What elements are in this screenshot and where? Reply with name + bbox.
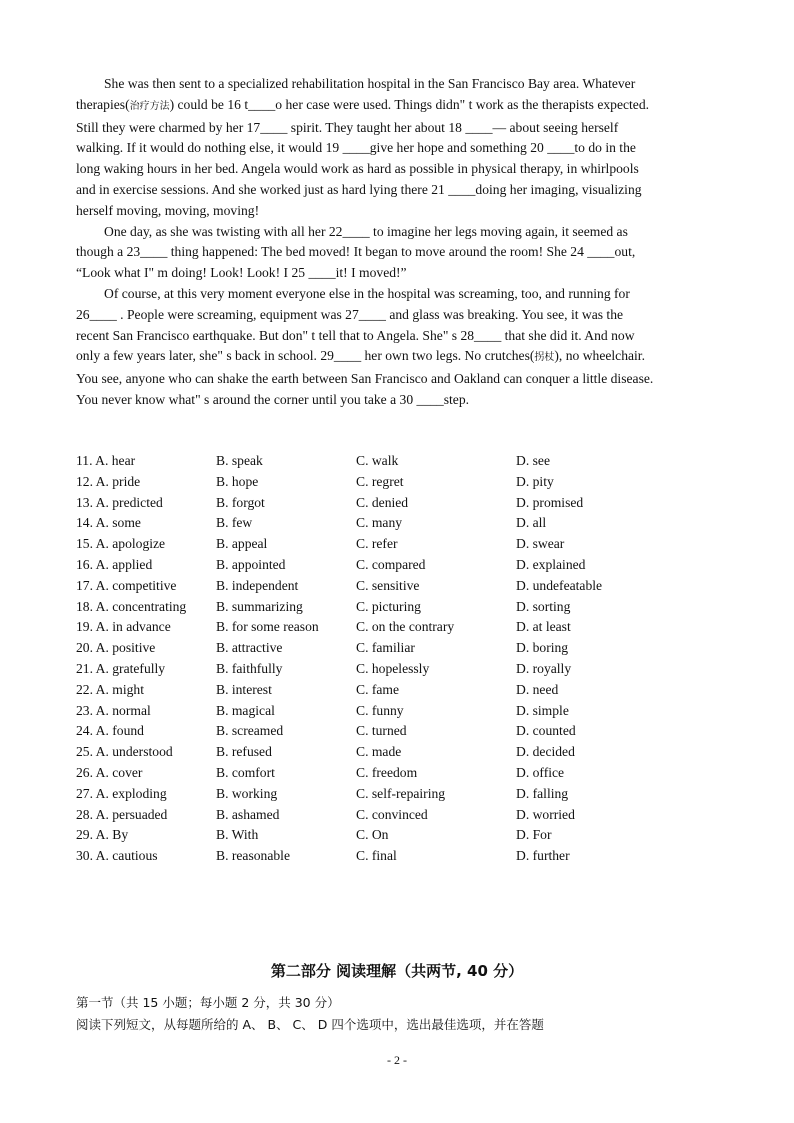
- annotation-note: 治疗方法: [129, 100, 170, 112]
- option-row: [76, 451, 696, 472]
- option-choice: B. independent: [216, 577, 299, 593]
- option-choice: D. sorting: [516, 598, 571, 614]
- option-choice: D. see: [516, 453, 550, 468]
- option-choice: B. appeal: [216, 536, 268, 552]
- instruction-text: 阅读下列短文，从每题所给的 A、 B、 C、 D 四个选项中，选出最佳选项，并在答题: [76, 1017, 544, 1032]
- option-choice: B. reasonable: [216, 848, 290, 864]
- option-choice: C. compared: [356, 556, 426, 572]
- option-row: [76, 597, 696, 618]
- part-title: 第二部分 阅读理解（共两节, 40 分）: [270, 962, 524, 980]
- option-choice: 19. A. in advance: [76, 619, 171, 635]
- option-choice: 23. A. normal: [76, 702, 151, 718]
- option-choice: B. attractive: [216, 640, 283, 656]
- option-row: [76, 617, 696, 638]
- option-choice: 12. A. pride: [76, 473, 141, 489]
- option-choice: C. final: [356, 848, 397, 864]
- option-choice: C. familiar: [356, 640, 415, 656]
- option-choice: B. summarizing: [216, 598, 303, 614]
- option-choice: 21. A. gratefully: [76, 660, 166, 676]
- option-choice: 22. A. might: [76, 681, 144, 697]
- option-choice: B. faithfully: [216, 660, 283, 676]
- option-row: [76, 846, 696, 867]
- option-row: [76, 721, 696, 742]
- option-row: [76, 701, 696, 722]
- option-choice: D. counted: [516, 723, 576, 739]
- answer-options: [76, 451, 696, 867]
- option-choice: C. self-repairing: [356, 785, 446, 801]
- option-choice: B. few: [216, 515, 253, 531]
- option-row: [76, 763, 696, 784]
- option-choice: D. promised: [516, 494, 584, 510]
- option-row: [76, 472, 696, 493]
- passage-text: Of course, at this very moment everyone else in the hospital was screaming, too, and running for 26____ . People were screaming, equipment was 27____ and glass was breaking. You see, it was the recent San Francisco earthquake. But don" t tell that to Angela. She" s 28____ that she did it. And now only a few years later, she" s back in school. 29____ her own two legs. No crutches(: [76, 285, 635, 364]
- option-choice: B. ashamed: [216, 806, 280, 822]
- option-choice: 25. A. understood: [76, 744, 173, 760]
- option-choice: B. comfort: [216, 764, 275, 780]
- option-choice: 18. A. concentrating: [76, 598, 187, 614]
- option-choice: 27. A. exploding: [76, 785, 167, 801]
- option-choice: D. falling: [516, 785, 569, 801]
- option-choice: D. royally: [516, 660, 572, 676]
- option-choice: D. undefeatable: [516, 577, 603, 593]
- option-choice: D. decided: [516, 744, 575, 760]
- passage-paragraph-3: [76, 284, 656, 411]
- option-choice: C. regret: [356, 473, 404, 489]
- option-choice: 16. A. applied: [76, 556, 153, 572]
- option-choice: C. turned: [356, 723, 407, 739]
- option-choice: B. interest: [216, 681, 272, 697]
- option-choice: C. funny: [356, 702, 404, 718]
- option-row: [76, 742, 696, 763]
- passage-text: She was then sent to a specialized rehabilitation hospital in the San Francisco Bay area. Whatever therapies(: [76, 76, 636, 112]
- option-choice: 30. A. cautious: [76, 848, 158, 864]
- option-choice: D. For: [516, 827, 552, 843]
- option-choice: B. working: [216, 785, 278, 801]
- option-choice: C. hopelessly: [356, 660, 430, 676]
- option-row: [76, 513, 696, 534]
- option-choice: C. refer: [356, 536, 398, 552]
- option-choice: 28. A. persuaded: [76, 806, 168, 822]
- option-choice: C. on the contrary: [356, 619, 455, 635]
- option-choice: B. refused: [216, 744, 272, 760]
- option-choice: 20. A. positive: [76, 640, 156, 656]
- option-choice: B. appointed: [216, 556, 286, 572]
- option-choice: D. swear: [516, 536, 565, 552]
- option-choice: D. explained: [516, 556, 586, 572]
- option-row: [76, 784, 696, 805]
- option-choice: D. pity: [516, 473, 554, 489]
- passage-paragraph-1: [76, 74, 656, 222]
- option-choice: B. for some reason: [216, 619, 319, 635]
- passage-text: ) could be 16 t____o her case were used. Things didn" t work as the therapists expected. Still they were charmed by her 17____ spirit. They taught her about 18 ____— about seeing herself walking. If it would do nothing else, it would 19 ____give her hope and something 20 ____to do in the long waking hours in her bed. Angela would work as hard as possible in physical therapy, in whirlpools and in exercise sessions. And she worked just as hard lying there 21 ____doing her imaging, visualizing herself moving, moving, moving!: [76, 96, 650, 218]
- option-choice: B. magical: [216, 702, 275, 718]
- option-row: [76, 680, 696, 701]
- option-choice: 14. A. some: [76, 515, 141, 531]
- option-row: [76, 825, 696, 846]
- option-choice: D. at least: [516, 619, 571, 635]
- cloze-passage: [76, 74, 656, 411]
- option-choice: D. further: [516, 848, 570, 864]
- option-choice: C. sensitive: [356, 577, 420, 593]
- option-choice: D. all: [516, 515, 547, 531]
- passage-paragraph-2: One day, as she was twisting with all her 22____ to imagine her legs moving again, it seemed as though a 23____ thing happened: The bed moved! It began to move around the room! She 24 ____out, “Look what I" m doing! Look! Look! I 25 ____it! I moved!”: [76, 223, 636, 281]
- section-heading: 第一节（共 15 小题；每小题 2 分，共 30 分）: [76, 995, 340, 1010]
- option-choice: D. need: [516, 681, 559, 697]
- option-choice: 15. A. apologize: [76, 536, 166, 552]
- option-row: [76, 534, 696, 555]
- option-choice: 17. A. competitive: [76, 577, 177, 593]
- option-choice: B. forgot: [216, 494, 265, 510]
- option-choice: C. picturing: [356, 598, 421, 614]
- option-choice: C. On: [356, 827, 389, 843]
- option-choice: 26. A. cover: [76, 764, 143, 780]
- option-choice: B. screamed: [216, 723, 284, 739]
- option-choice: D. office: [516, 764, 565, 780]
- option-row: [76, 576, 696, 597]
- option-row: [76, 805, 696, 826]
- passage-text: ), no wheelchair. You see, anyone who can shake the earth between San Francisco and Oakland can conquer a little disease. You never know what" s around the corner until you take a 30 ____step.: [76, 348, 654, 407]
- option-choice: D. worried: [516, 806, 575, 822]
- option-choice: 11. A. hear: [76, 453, 136, 468]
- option-row: [76, 493, 696, 514]
- option-choice: 13. A. predicted: [76, 494, 163, 510]
- option-row: [76, 659, 696, 680]
- option-choice: 29. A. By: [76, 827, 129, 843]
- option-choice: C. walk: [356, 453, 399, 468]
- option-choice: C. freedom: [356, 764, 418, 780]
- annotation-note: 拐杖: [534, 352, 555, 364]
- option-row: [76, 555, 696, 576]
- option-row: [76, 638, 696, 659]
- option-choice: D. simple: [516, 702, 569, 718]
- option-choice: D. boring: [516, 640, 569, 656]
- option-choice: C. convinced: [356, 806, 428, 822]
- option-choice: B. speak: [216, 453, 263, 468]
- option-choice: C. many: [356, 515, 403, 531]
- page-number: - 2 -: [387, 1053, 407, 1067]
- option-choice: C. fame: [356, 681, 400, 697]
- option-choice: B. With: [216, 827, 259, 843]
- option-choice: 24. A. found: [76, 723, 144, 739]
- option-choice: B. hope: [216, 473, 259, 489]
- option-choice: C. made: [356, 744, 402, 760]
- option-choice: C. denied: [356, 494, 409, 510]
